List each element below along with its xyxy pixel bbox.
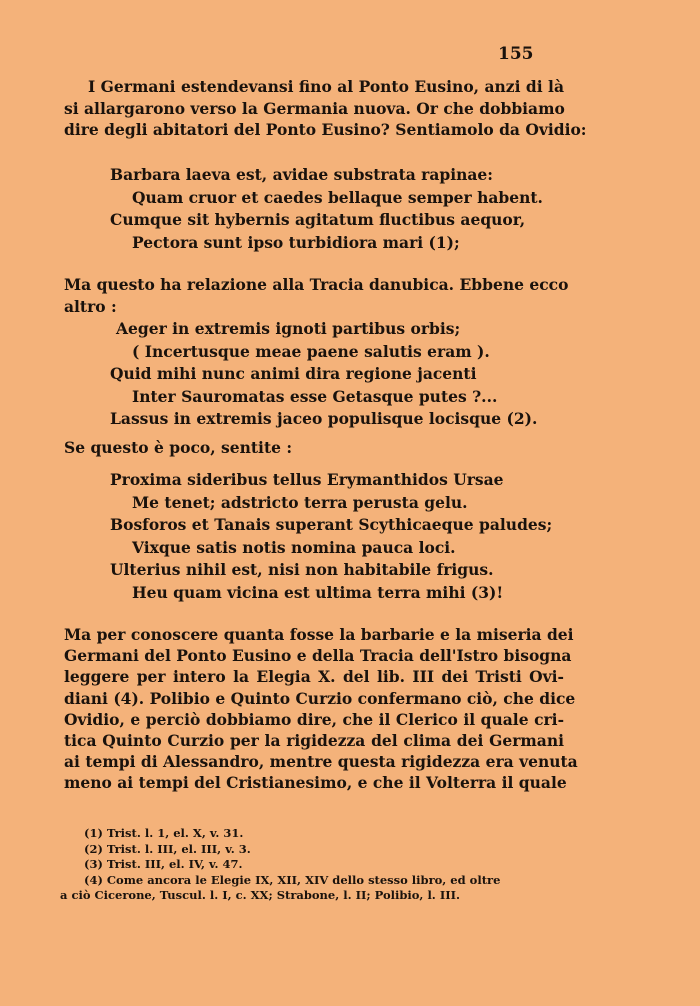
text-line: si allargarono verso la Germania nuova. Or che dobbiamo: [64, 98, 565, 118]
verse-line: Quam cruor et caedes bellaque semper habent.: [132, 187, 543, 207]
text-line: altro :: [64, 296, 117, 316]
footnote: (2) Trist. l. III, el. III, v. 3.: [84, 841, 251, 856]
verse-line: Inter Sauromatas esse Getasque putes ?...: [132, 386, 498, 406]
footnote: (3) Trist. III, el. IV, v. 47.: [84, 857, 243, 871]
footnote: (4) Come ancora le Elegie IX, XII, XIV dello stesso libro, ed oltre: [84, 872, 501, 887]
verse-line: Vixque satis notis nomina pauca loci.: [132, 537, 456, 557]
text-line: diani (4). Polibio e Quinto Curzio confermano ciò, che dice: [64, 688, 576, 708]
verse-line: Barbara laeva est, avidae substrata rapinae:: [110, 165, 494, 184]
verse-line: Ulterius nihil est, nisi non habitabile frigus.: [110, 560, 494, 579]
footnotes: [60, 826, 554, 904]
text-line: meno ai tempi del Cristianesimo, e che il Volterra il quale: [64, 773, 567, 793]
text-line: dire degli abitatori del Ponto Eusino? Sentiamolo da Ovidio:: [64, 120, 587, 139]
text-line: I Germani estendevansi fino al Ponto Eusino, anzi di là: [88, 77, 564, 96]
text-line: Germani del Ponto Eusino e della Tracia dell'Istro bisogna: [64, 646, 572, 666]
text-line: Ovidio, e perciò dobbiamo dire, che il Clerico il quale cri-: [64, 709, 564, 729]
paragraph-3: [64, 437, 564, 459]
verse-block-2: [110, 318, 537, 431]
verse-line: Proxima sideribus tellus Erymanthidos Ursae: [110, 470, 504, 489]
footnote: (1) Trist. l. 1, el. X, v. 31.: [84, 826, 244, 840]
text-line: leggere per intero la Elegia X. del lib. III dei Tristi Ovi-: [64, 667, 564, 687]
verse-line: Heu quam vicina est ultima terra mihi (3)!: [132, 582, 504, 602]
verse-line: ( Incertusque meae paene salutis eram ).: [132, 341, 490, 361]
text-line: Ma per conoscere quanta fosse la barbarie e la miseria dei: [64, 625, 574, 644]
verse-line: Cumque sit hybernis agitatum fluctibus aequor,: [110, 210, 526, 229]
page-number: 155: [498, 44, 534, 64]
footnote-continuation: a ciò Cicerone, Tuscul. l. I, c. XX; Strabone, l. II; Polibio, l. III.: [60, 888, 460, 902]
text-line: tica Quinto Curzio per la rigidezza del clima dei Germani: [64, 731, 564, 751]
verse-line: Lassus in extremis jaceo populisque locisque (2).: [110, 409, 538, 428]
verse-line: Bosforos et Tanais superant Scythicaeque paludes;: [110, 515, 553, 534]
paragraph-4: [64, 624, 578, 794]
verse-line: Me tenet; adstricto terra perusta gelu.: [132, 492, 468, 512]
paragraph-2: [64, 274, 569, 317]
verse-line: Aeger in extremis ignoti partibus orbis;: [116, 319, 461, 338]
text-line: Ma questo ha relazione alla Tracia danubica. Ebbene ecco: [64, 275, 569, 294]
verse-line: Pectora sunt ipso turbidiora mari (1);: [132, 232, 460, 252]
text-line: ai tempi di Alessandro, mentre questa rigidezza era venuta: [64, 752, 578, 772]
verse-block-1: [110, 164, 543, 254]
verse-block-3: [110, 469, 552, 604]
paragraph-1: [64, 76, 587, 141]
verse-line: Quid mihi nunc animi dira regione jacenti: [110, 364, 477, 383]
text-line: Se questo è poco, sentite :: [64, 438, 293, 457]
